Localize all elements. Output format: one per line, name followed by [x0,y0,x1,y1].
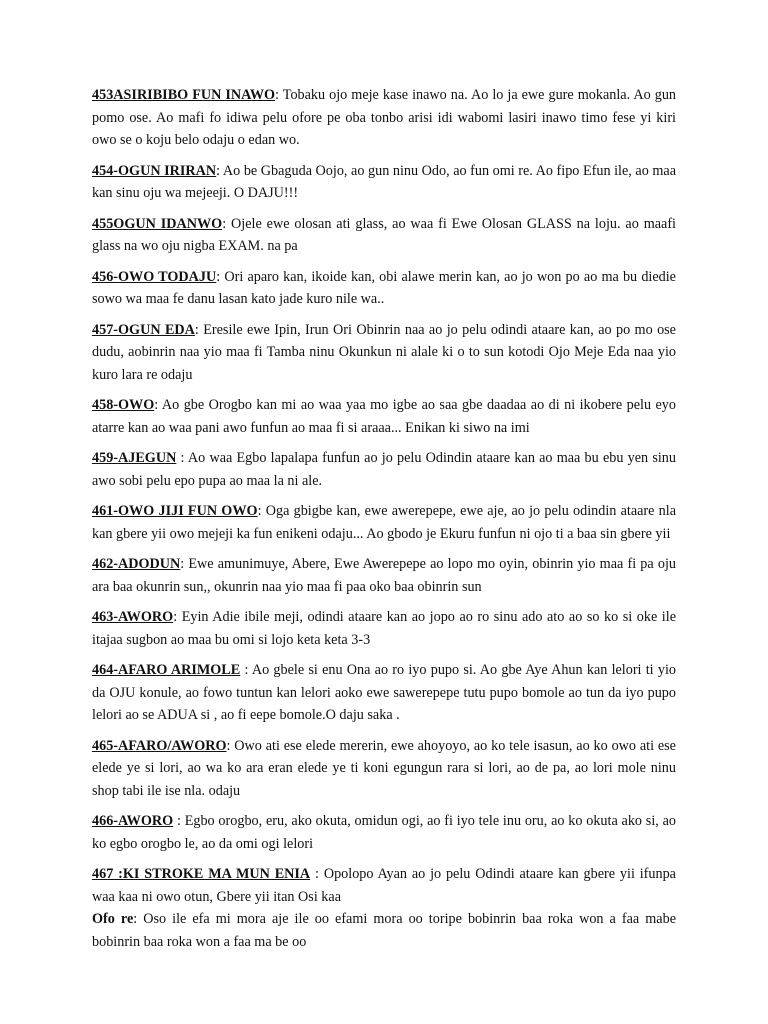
ofo-re-line [92,908,676,953]
entry-title: 466-AWORO [92,813,174,829]
entry-text: Ao be Gbaguda Oojo, ao gun ninu Odo, ao fun omi re. Ao fipo Efun ile, ao maa kan sinu oju wa mejeeji. O DAJU!!! [92,162,677,201]
entry-text: Ao gbe Orogbo kan mi ao waa yaa mo igbe ao saa gbe daadaa ao di ni ikobere pelu eyo atarre kan ao waa pani awo funfun ao maa fi si araaa... Enikan ki siwo na imi [92,397,676,436]
recipe-entry-454: 454-OGUN IRIRAN: Ao be Gbaguda Oojo, ao gun ninu Odo, ao fun omi re. Ao fipo Efun ile, ao maa kan sinu oju wa mejeeji. O DAJU!!! [92,162,677,201]
entry-text: Ao waa Egbo lapalapa funfun ao jo pelu Odindin ataare kan ao maa bu ebu yen sinu awo sobi pelu epo pupa ao maa la ni ale. [92,450,676,489]
entry-text: Owo ati ese elede mererin, ewe ahoyoyo, ao ko tele isasun, ao ko owo ati ese elede ye si lori, ao wa ko ara eran elede ye ti koni egungun rara si lori, ao de pa, ao lori mole ninu shop tabi ile ise nla. odaju [92,737,676,799]
recipe-entry-459: 459-AJEGUN : Ao waa Egbo lapalapa funfun ao jo pelu Odindin ataare kan ao maa bu ebu yen sinu awo sobi pelu epo pupa ao maa la ni ale. [92,450,676,489]
entry-title: 458-OWO [92,397,155,413]
entry-title: 465-AFARO/AWORO [92,737,227,754]
entry-text: Ao gbele si enu Ona ao ro iyo pupo si. Ao gbe Aye Ahun kan lelori ti yio da OJU konule, ao fowo tuntun kan lelori aoko ewe sawerepepe tutu pupo bomole ao tun da iyo pupo lelori ao se ADUA si , ao fi eepe bomole.O daju saka . [92,662,676,723]
recipe-entry-458: 458-OWO: Ao gbe Orogbo kan mi ao waa yaa mo igbe ao saa gbe daadaa ao di ni ikobere pelu eyo atarre kan ao waa pani awo funfun ao maa fi si araaa... Enikan ki siwo na imi [92,397,676,436]
entry-text: Ojele ewe olosan ati glass, ao waa fi Ewe Olosan GLASS na loju. ao maafi glass na wo oju nigba EXAM. na pa [92,215,676,254]
recipe-entry-462: 462-ADODUN: Ewe amunimuye, Abere, Ewe Awerepepe ao lopo mo oyin, obinrin yio maa fi pa oju ara baa okunrin sun,, okunrin naa yio maa fi paa oko baa obinrin sun [92,556,676,595]
recipe-entry-463: 463-AWORO: Eyin Adie ibile meji, odindi ataare kan ao jopo ao ro sinu ado ato ao so ko si oke ile itajaa sugbon ao maa bu omi si lojo keta keta 3-3 [92,609,676,648]
entry-text: Ewe amunimuye, Abere, Ewe Awerepepe ao lopo mo oyin, obinrin yio maa fi pa oju ara baa okunrin sun,, okunrin naa yio maa fi paa oko baa obinrin sun [92,556,676,595]
ofo-re-text: : Oso ile efa mi mora aje ile oo efami mora oo toripe bobinrin baa roka won a faa mabe bobinrin baa roka won a faa ma be oo [92,911,676,950]
recipe-entry-457: 457-OGUN EDA: Eresile ewe Ipin, Irun Ori Obinrin naa ao jo pelu odindi ataare kan, ao po mo ose dudu, aobinrin naa yio maa fi Tamba ninu Okunkun ni alale ki o to sun kotodi Ojo Meje Eda naa yio kuro lara re odaju [92,321,676,383]
recipe-entry-466: 466-AWORO : Egbo orogbo, eru, ako okuta, omidun ogi, ao fi iyo tele inu oru, ao ko okuta ako si, ao ko egbo orogbo le, ao da omi ogi lelori [92,813,676,852]
recipe-entry-465: 465-AFARO/AWORO: Owo ati ese elede mererin, ewe ahoyoyo, ao ko tele isasun, ao ko owo ati ese elede ye si lori, ao wa ko ara eran elede ye ti koni egungun rara si lori, ao de pa, ao lori mole ninu shop tabi ile ise nla. odaju [92,737,676,799]
entry-text: Eyin Adie ibile meji, odindi ataare kan ao jopo ao ro sinu ado ato ao so ko si oke ile itajaa sugbon ao maa bu omi si lojo keta keta 3-3 [92,609,676,648]
entry-title: 462-ADODUN [92,556,181,572]
entry-title: 467 :KI STROKE MA MUN ENIA [92,866,311,882]
ofo-re-label: Ofo re [92,911,134,927]
recipe-entry-453: 453ASIRIBIBO FUN INAWO: Tobaku ojo meje kase inawo na. Ao lo ja ewe gure mokanla. Ao gun pomo ose. Ao mafi fo idiwa pelu ofore pe oba tonbo arisi idi wabomi lasiri inawo timo fese yi kiri owo se o koju belo odaju o edan wo. [92,87,677,148]
entry-text: Ori aparo kan, ikoide kan, obi alawe merin kan, ao jo won po ao ma bu diedie sowo wa maa fe danu lasan kato jade kuro nile wa.. [92,268,676,307]
entry-title: 461-OWO JIJI FUN OWO [92,503,258,519]
entry-text: Eresile ewe Ipin, Irun Ori Obinrin naa ao jo pelu odindi ataare kan, ao po mo ose dudu, aobinrin naa yio maa fi Tamba ninu Okunkun ni alale ki o to sun kotodi Ojo Meje Eda naa yio kuro lara re odaju [92,321,676,383]
entry-title: 456-OWO TODAJU [92,268,217,285]
entry-text: Egbo orogbo, eru, ako okuta, omidun ogi, ao fi iyo tele inu oru, ao ko okuta ako si, ao ko egbo orogbo le, ao da omi ogi lelori [92,813,676,852]
recipe-entry-464: 464-AFARO ARIMOLE : Ao gbele si enu Ona ao ro iyo pupo si. Ao gbe Aye Ahun kan lelori ti yio da OJU konule, ao fowo tuntun kan lelori aoko ewe sawerepepe tutu pupo bomole ao tun da iyo pupo lelori ao se ADUA si , ao fi eepe bomole.O daju saka . [92,662,676,723]
entry-title: 453ASIRIBIBO FUN INAWO [92,87,276,103]
entry-title: 457-OGUN EDA [92,321,195,338]
recipe-entry-461: 461-OWO JIJI FUN OWO: Oga gbigbe kan, ewe awerepepe, ewe aje, ao jo pelu odindin ataare nla kan gbere yii owo mejeji ka fun enikeni odaju... Ao gbodo je Ekuru funfun ni ojo ti a baa sin gbere yii [92,503,676,542]
entry-title: 464-AFARO ARIMOLE [92,662,241,678]
recipe-entry-456: 456-OWO TODAJU: Ori aparo kan, ikoide kan, obi alawe merin kan, ao jo won po ao ma bu diedie sowo wa maa fe danu lasan kato jade kuro nile wa.. [92,268,676,307]
entry-title: 454-OGUN IRIRAN [92,162,217,179]
entry-title: 463-AWORO [92,609,174,625]
recipe-entry-467: 467 :KI STROKE MA MUN ENIA : Opolopo Ayan ao jo pelu Odindi ataare kan gbere yii ifunpa waa kaa ni owo otun, Gbere yii itan Osi kaa Ofo re: Oso ile efa mi mora aje ile oo efami mora oo toripe bobinrin baa roka won a faa mabe bobinrin baa roka won a faa ma be oo [92,863,676,953]
entry-text: Tobaku ojo meje kase inawo na. Ao lo ja ewe gure mokanla. Ao gun pomo ose. Ao mafi fo idiwa pelu ofore pe oba tonbo arisi idi wabomi lasiri inawo timo fese yi kiri owo se o koju belo odaju o edan wo. [92,87,677,148]
entry-text: Oga gbigbe kan, ewe awerepepe, ewe aje, ao jo pelu odindin ataare nla kan gbere yii owo mejeji ka fun enikeni odaju... Ao gbodo je Ekuru funfun ni ojo ti a baa sin gbere yii [92,503,676,542]
recipe-entry-455: 455OGUN IDANWO: Ojele ewe olosan ati glass, ao waa fi Ewe Olosan GLASS na loju. ao maafi glass na wo oju nigba EXAM. na pa [92,215,676,254]
entry-text: Opolopo Ayan ao jo pelu Odindi ataare kan gbere yii ifunpa waa kaa ni owo otun, Gbere yii itan Osi kaa [92,866,676,905]
entry-title: 455OGUN IDANWO [92,215,223,232]
entry-title: 459-AJEGUN [92,450,177,466]
